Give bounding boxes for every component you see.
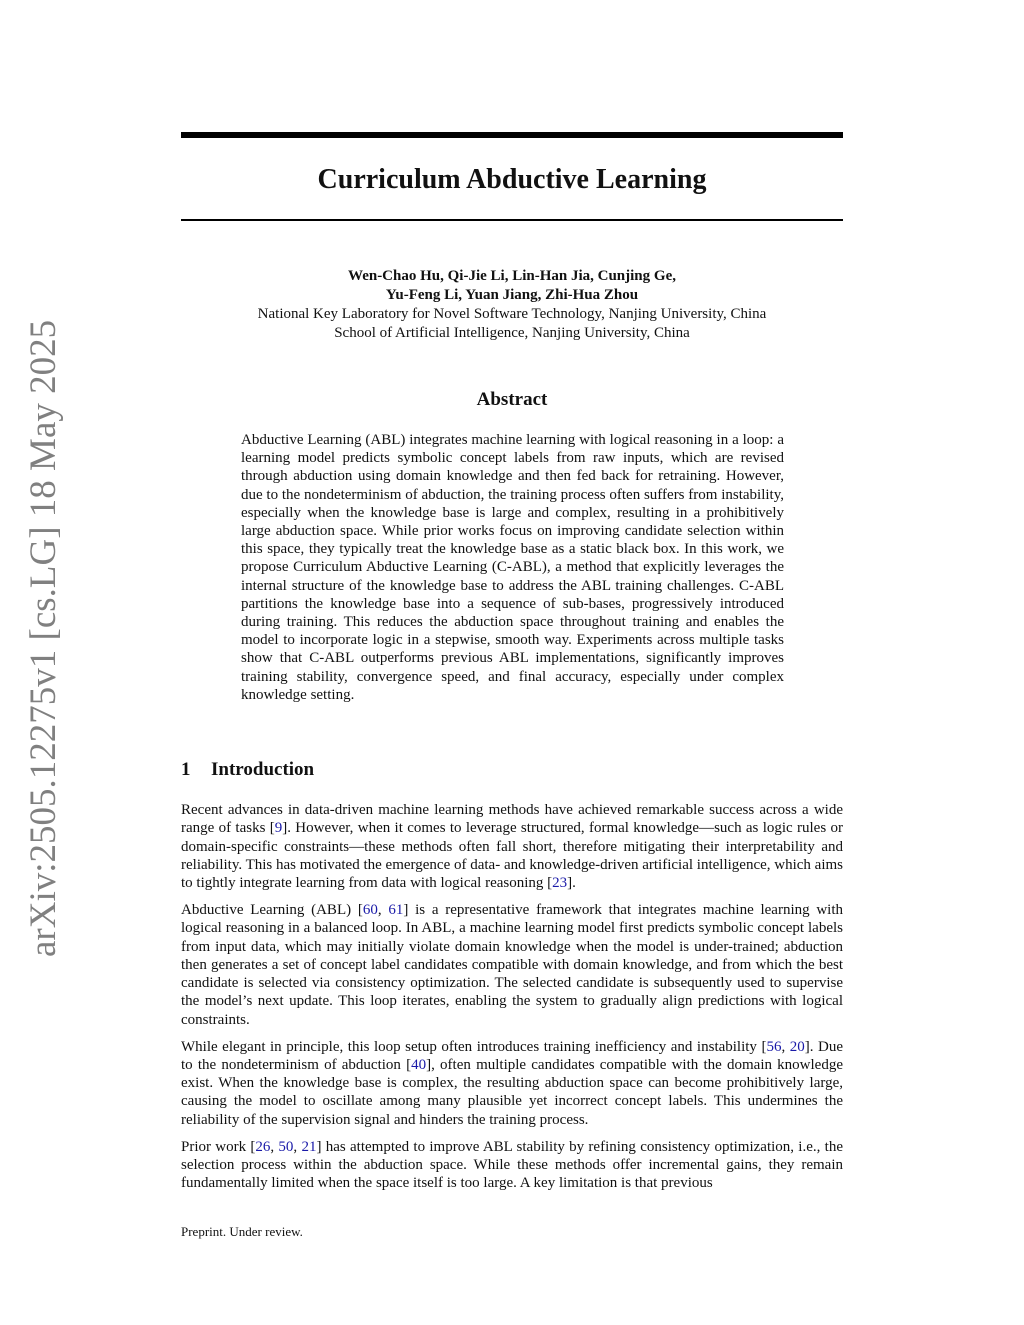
text-run: , [377,901,389,918]
affiliation-2: School of Artificial Intelligence, Nanjing University, China [334,325,690,341]
section-heading-introduction [181,758,314,782]
citation-link[interactable]: 50 [278,1138,294,1155]
text-run: , [781,1038,790,1055]
paragraph-3 [181,1038,843,1129]
citation-link[interactable]: 40 [411,1056,427,1073]
text-run: ]. However, when it comes to leverage structured, formal knowledge—such as logic rules or domain-specific constraints—these methods often fall short, therefore mitigating their interpretability and reliability. This has motivated the emergence of data- and knowledge-driven artificial intelligence, which aims to tightly integrate learning from data with logical reasoning [ [181,820,843,892]
paper-title: Curriculum Abductive Learning [317,164,707,195]
text-run: Recent advances in data-driven machine learning methods have achieved remarkable success across a wide range of tasks [ [181,802,843,837]
text-run: While elegant in principle, this loop setup often introduces training inefficiency and instability [ [181,1038,767,1055]
footer-note: Preprint. Under review. [181,1224,303,1239]
text-run: Prior work [ [181,1138,256,1155]
paragraph-4 [181,1138,843,1193]
paragraph-1 [181,801,843,892]
section-number: 1 [181,759,191,780]
citation-link[interactable]: 21 [301,1138,317,1155]
author-names-line-1: Wen-Chao Hu, Qi-Jie Li, Lin-Han Jia, Cunjing Ge, [348,268,676,284]
text-run: ]. Due to the nondeterminism of abduction [ [181,1038,843,1073]
paragraph-2 [181,901,843,1029]
author-names-line-2: Yu-Feng Li, Yuan Jiang, Zhi-Hua Zhou [385,287,639,303]
arxiv-identifier: arXiv:2505.12275v1 [cs.LG] 18 May 2025 [23,319,64,957]
text-run: ], often multiple candidates compatible with the domain knowledge exist. When the knowledge base is complex, the resulting abduction space can become prohibitively large, causing the model to oscillate among many plausible yet incorrect concept labels. This undermines the reliability of the supervision signal and hinders the training process. [181,1056,843,1128]
text-run: ] is a representative framework that integrates machine learning with logical reasoning in a balanced loop. In ABL, a machine learning model first predicts symbolic concept labels from input data, which may initially violate domain knowledge when the model is under-trained; abduction then generates a set of concept label candidates compatible with domain knowledge, and from which the best candidate is selected via consistency optimization. The selected candidate is subsequently used to supervise the model’s next update. This loop iterates, enabling the system to gradually align predictions with logical constraints. [181,901,844,1028]
author-block [181,267,843,343]
text-run: , [293,1138,302,1155]
introduction-body [181,801,843,1201]
section-title: Introduction [211,759,315,780]
text-run: Abductive Learning (ABL) [ [181,901,363,918]
citation-link[interactable]: 9 [274,820,283,837]
citation-link[interactable]: 61 [388,901,404,918]
citation-link[interactable]: 26 [255,1138,271,1155]
abstract-text: Abductive Learning (ABL) integrates machine learning with logical reasoning in a loop: a learning model predicts symbolic concept labels from raw inputs, which are revised through abduction using domain knowledge and then fed back for retraining. However, due to the nondeterminism of abduction, the training process often suffers from instability, especially when the knowledge base is large and complex, resulting in a prohibitively large abduction space. While prior works focus on improving candidate selection within this space, they typically treat the knowledge base as a static black box. In this work, we propose Curriculum Abductive Learning (C-ABL), a method that explicitly leverages the internal structure of the knowledge base to address the ABL training challenges. C-ABL partitions the knowledge base into a sequence of sub-bases, progressively introduced during training. This reduces the abduction space throughout training and enables the model to incorporate logic in a stepwise, smooth way. Experiments across multiple tasks show that C-ABL outperforms previous ABL implementations, significantly improves training stability, convergence speed, and final accuracy, especially under complex knowledge setting. [241,432,784,703]
citation-link[interactable]: 20 [789,1038,805,1055]
text-run: ] has attempted to improve ABL stability by refining consistency optimization, i.e., the selection process within the abduction space. While these methods offer incremental gains, they remain fundamentally limited when the space itself is too large. A key limitation is that previous [181,1138,843,1192]
abstract-heading: Abstract [476,389,548,410]
citation-link[interactable]: 60 [362,901,378,918]
citation-link[interactable]: 23 [552,875,568,892]
citation-link[interactable]: 56 [766,1038,782,1055]
title-bottom-rule [181,219,843,221]
title-top-rule [181,132,843,138]
affiliation-1: National Key Laboratory for Novel Software Technology, Nanjing University, China [257,306,767,322]
text-run: ]. [567,875,576,892]
text-run: , [270,1138,279,1155]
